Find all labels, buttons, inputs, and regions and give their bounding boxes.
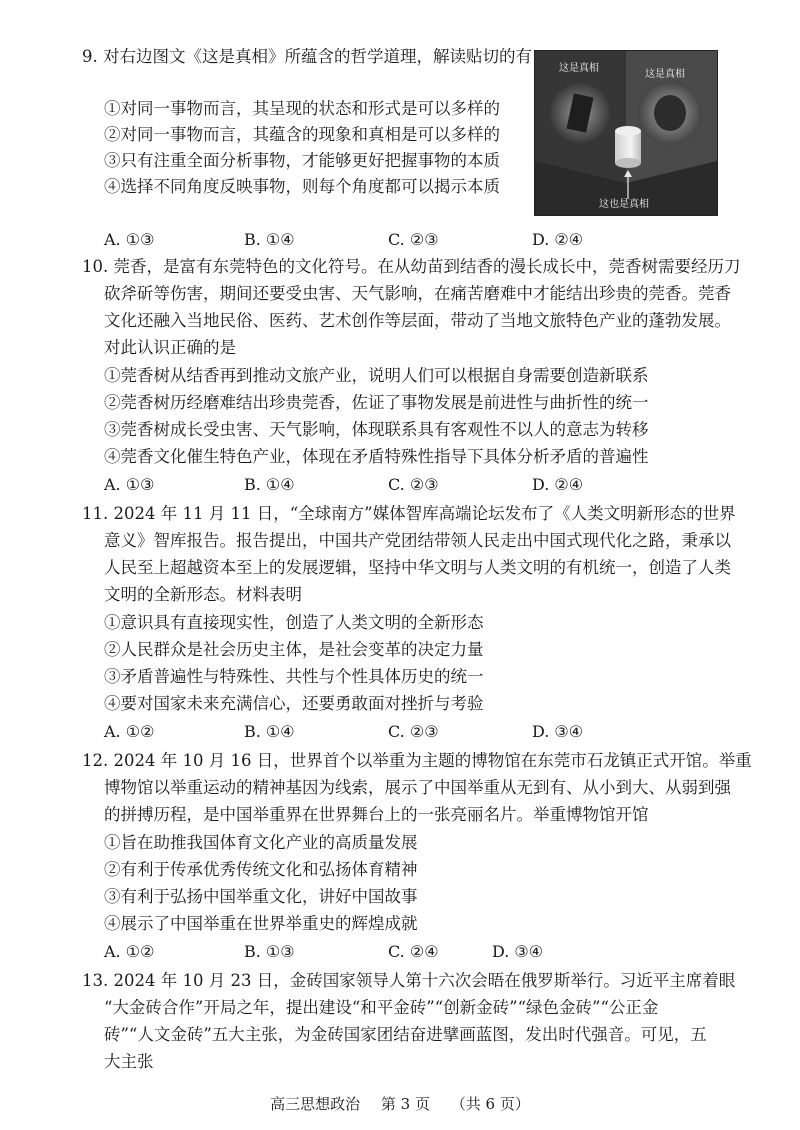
q12-item-1: ①旨在助推我国体育文化产业的高质量发展: [104, 833, 418, 852]
q10-item-3: ③莞香树成长受虫害、天气影响，体现联系具有客观性不以人的意志为转移: [104, 420, 649, 439]
q10-line-2: 砍斧斫等伤害，期间还要受虫害、天气影响，在痛苦磨难中才能结出珍贵的莞香。莞香: [104, 284, 731, 303]
q9-option-b: B. ①④: [244, 230, 295, 249]
q9-option-c: C. ②③: [388, 230, 439, 249]
shadow-projection-image: [535, 51, 717, 215]
q10-item-1: ①莞香树从结香再到推动文旅产业，说明人们可以根据自身需要创造新联系: [104, 366, 649, 385]
q11-line-2: 意义》智库报告。报告提出，中国共产党团结带领人民走出中国式现代化之路，秉承以: [104, 531, 731, 550]
q11-option-c: C. ②③: [388, 722, 439, 741]
figure-label-left: 这是真相: [559, 63, 599, 74]
q12-line-2: 博物馆以举重运动的精神基因为线索，展示了中国举重从无到有、从小到大、从弱到强: [104, 778, 731, 797]
q13-line-4: 大主张: [104, 1052, 154, 1071]
q9-option-d: D. ②④: [532, 230, 584, 249]
q9-option-a: A. ①③: [104, 230, 155, 249]
q11-option-b: B. ①④: [244, 722, 295, 741]
q13-line-1: 13. 2024 年 10 月 23 日，金砖国家领导人第十六次会晤在俄罗斯举行。习近平主席着眼: [82, 971, 736, 990]
q10-option-b: B. ①④: [244, 475, 295, 494]
q10-option-d: D. ②④: [532, 475, 584, 494]
q11-line-3: 人民至上超越资本至上的发展逻辑，坚持中华文明与人类文明的有机统一，创造了人类: [104, 558, 731, 577]
q9-figure-this-is-truth: [534, 50, 718, 216]
q9-item-4: ④选择不同角度反映事物，则每个角度都可以揭示本质: [104, 177, 500, 196]
q11-item-4: ④要对国家未来充满信心，还要勇敢面对挫折与考验: [104, 694, 484, 713]
q12-option-c: C. ②④: [388, 942, 439, 961]
q12-option-b: B. ①③: [244, 942, 295, 961]
figure-label-bottom: 这也是真相: [599, 199, 649, 210]
q11-item-2: ②人民群众是社会历史主体，是社会变革的决定力量: [104, 640, 484, 659]
q10-item-4: ④莞香文化催生特色产业，体现在矛盾特殊性指导下具体分析矛盾的普遍性: [104, 447, 649, 466]
footer-total-pages: （共 6 页）: [450, 1095, 530, 1113]
q12-item-2: ②有利于传承优秀传统文化和弘扬体育精神: [104, 860, 418, 879]
q10-option-c: C. ②③: [388, 475, 439, 494]
q10-line-1: 10. 莞香，是富有东莞特色的文化符号。在从幼苗到结香的漫长成长中，莞香树需要经历刀: [82, 257, 741, 276]
q9-item-3: ③只有注重全面分析事物，才能够更好把握事物的本质: [104, 151, 500, 170]
q13-line-2: “大金砖合作”开局之年，提出建设“和平金砖”“创新金砖”“绿色金砖”“公正金: [104, 998, 659, 1017]
q12-option-a: A. ①②: [104, 942, 155, 961]
q10-line-4: 对此认识正确的是: [104, 338, 236, 357]
q11-item-3: ③矛盾普遍性与特殊性、共性与个性具体历史的统一: [104, 667, 484, 686]
q11-line-1: 11. 2024 年 11 月 11 日，“全球南方”媒体智库高端论坛发布了《人类文明新形态的世界: [82, 504, 736, 523]
q13-line-3: 砖”“人文金砖”五大主张，为金砖国家团结奋进擘画蓝图，发出时代强音。可见，五: [104, 1025, 707, 1044]
q11-line-4: 文明的全新形态。材料表明: [104, 585, 302, 604]
q12-item-4: ④展示了中国举重在世界举重史的辉煌成就: [104, 914, 418, 933]
q9-item-2: ②对同一事物而言，其蕴含的现象和真相是可以多样的: [104, 125, 500, 144]
q11-option-d: D. ③④: [532, 722, 584, 741]
q12-line-1: 12. 2024 年 10 月 16 日，世界首个以举重为主题的博物馆在东莞市石龙镇正式开馆。举重: [82, 751, 752, 770]
q12-item-3: ③有利于弘扬中国举重文化，讲好中国故事: [104, 887, 418, 906]
q11-item-1: ①意识具有直接现实性，创造了人类文明的全新形态: [104, 613, 484, 632]
footer-page-number: 第 3 页: [380, 1095, 430, 1113]
page-footer: [0, 1094, 800, 1114]
q11-option-a: A. ①②: [104, 722, 155, 741]
q10-option-a: A. ①③: [104, 475, 155, 494]
q10-item-2: ②莞香树历经磨难结出珍贵莞香，佐证了事物发展是前进性与曲折性的统一: [104, 393, 649, 412]
q9-stem: 9. 对右边图文《这是真相》所蕴含的哲学道理，解读贴切的有: [82, 47, 532, 66]
figure-label-right: 这是真相: [645, 69, 685, 80]
q9-item-1: ①对同一事物而言，其呈现的状态和形式是可以多样的: [104, 99, 500, 118]
q10-line-3: 文化还融入当地民俗、医药、艺术创作等层面，带动了当地文旅特色产业的蓬勃发展。: [104, 311, 731, 330]
q12-line-3: 的拼搏历程，是中国举重界在世界舞台上的一张亮丽名片。举重博物馆开馆: [104, 805, 649, 824]
q12-option-d: D. ③④: [492, 942, 544, 961]
footer-subject: 高三思想政治: [270, 1095, 361, 1113]
